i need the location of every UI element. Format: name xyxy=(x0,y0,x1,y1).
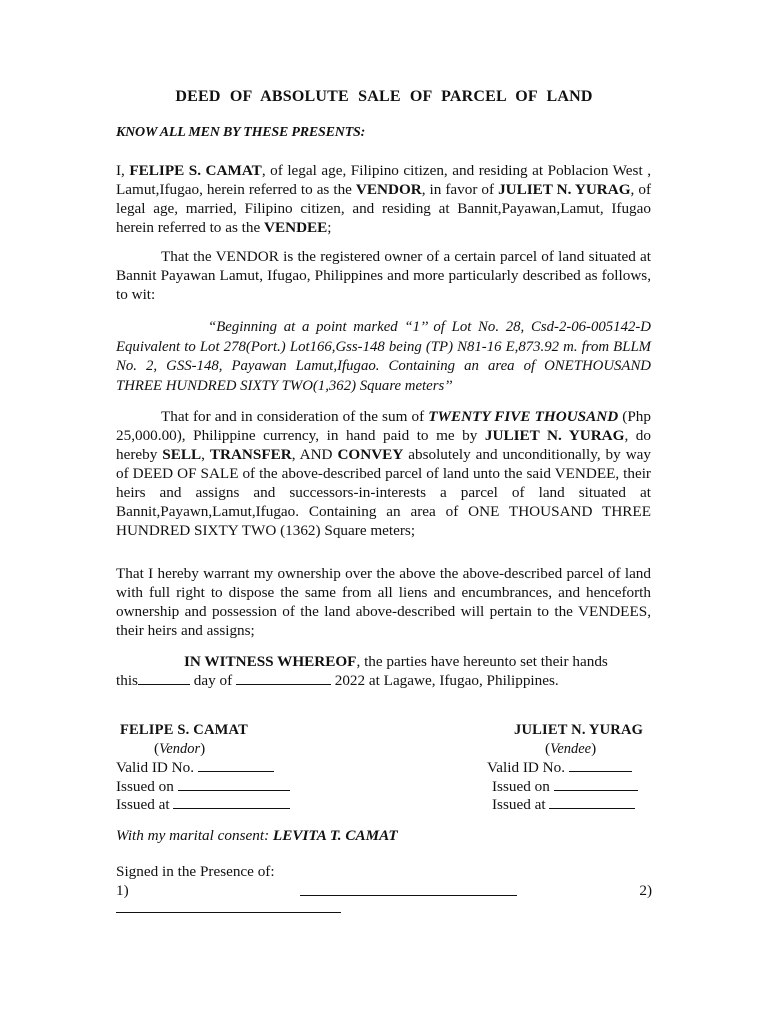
intro-text: , of legal age, married, Filipino citizen, and residing at Bannit,Payawan,Lamut, Ifugao herein referred to as the xyxy=(116,181,651,236)
intro-text: , in favor of xyxy=(421,181,499,198)
witness-clause xyxy=(116,652,651,690)
intro-text: ; xyxy=(327,219,332,236)
witness-day-of: day of xyxy=(189,672,236,689)
vendor-signature-block xyxy=(116,722,290,814)
document-title: DEED OF ABSOLUTE SALE OF PARCEL OF LAND xyxy=(175,88,593,105)
vendee-signature-block xyxy=(487,722,652,814)
vendee-label: VENDEE xyxy=(264,219,328,236)
vendee-id-blank[interactable] xyxy=(569,758,632,772)
convey-term: CONVEY xyxy=(337,446,404,463)
vendor-name: FELIPE S. CAMAT xyxy=(129,162,262,179)
warranty-paragraph: That I hereby warrant my ownership over the above the above-described parcel of land with full right to dispose the same from all liens and encumbrances, and henceforth ownership and possession of the land above-described will pertain to the VENDEES, their heirs and assigns; xyxy=(116,565,651,639)
vendee-name: JULIET N. YURAG xyxy=(498,181,631,198)
consent-name: LEVITA T. CAMAT xyxy=(272,827,398,844)
consideration-text: , xyxy=(201,446,210,463)
know-all-heading: KNOW ALL MEN BY THESE PRESENTS: xyxy=(116,125,366,140)
vendor-label: VENDOR xyxy=(355,181,422,198)
consideration-text: , do hereby xyxy=(116,427,651,463)
witness-year-place: 2022 at Lagawe, Ifugao, Philippines. xyxy=(330,672,559,689)
intro-text: , of legal age, Filipino citizen, and residing at Poblacion West , Lamut,Ifugao, herein referred to as the xyxy=(116,162,651,198)
vendee-valid-id: Valid ID No. xyxy=(487,758,652,777)
vendor-signature-name: FELIPE S. CAMAT xyxy=(120,722,249,738)
witness-text: , the parties have hereunto set their hands xyxy=(356,653,608,670)
vendor-issued-on: Issued on xyxy=(116,777,290,796)
vendee-signature-name: JULIET N. YURAG xyxy=(514,722,644,738)
intro-text: I, xyxy=(116,162,130,179)
vendor-issued-on-blank[interactable] xyxy=(178,777,290,791)
vendor-id-blank[interactable] xyxy=(198,758,274,772)
vendee-issued-at-blank[interactable] xyxy=(549,795,635,809)
sell-term: SELL xyxy=(162,446,202,463)
vendee-issued-on: Issued on xyxy=(487,777,652,796)
vendor-issued-at-blank[interactable] xyxy=(173,795,290,809)
witness-one-label: 1) xyxy=(116,882,129,899)
consideration-text: , AND xyxy=(291,446,338,463)
amount-in-words: TWENTY FIVE THOUSAND xyxy=(428,408,619,425)
presence-label: Signed in the Presence of: xyxy=(116,863,275,880)
witness-this: this xyxy=(116,672,138,689)
transfer-term: TRANSFER xyxy=(209,446,292,463)
vendor-role: (Vendor) xyxy=(154,739,206,757)
owner-paragraph: That the VENDOR is the registered owner of a certain parcel of land situated at Bannit Payawan Lamut, Ifugao, Philippines and more particularly described as follows, to wit: xyxy=(116,248,651,303)
vendee-issued-at: Issued at xyxy=(487,795,652,814)
consideration-text: absolutely and unconditionally, by way of DEED OF SALE of the above-described parcel of land unto the said VENDEE, their heirs and assigns and successors-in-interests a parcel of land situated at Bannit,Payawn,Lamut,Ifugao. Containing an area of ONE THOUSAND THREE HUNDRED SIXTY TWO (1362) Square meters; xyxy=(116,446,651,539)
witness-two-label: 2) xyxy=(639,882,652,899)
payer-name: JULIET N. YURAG xyxy=(484,427,625,444)
witness-two-signature-line[interactable] xyxy=(116,912,341,913)
consideration-text: That for and in consideration of the sum of xyxy=(161,408,429,425)
month-blank[interactable] xyxy=(236,671,331,685)
vendee-issued-on-blank[interactable] xyxy=(554,777,638,791)
consideration-text: (Php 25,000.00), Philippine currency, in hand paid to me by xyxy=(116,408,651,444)
witness-heading: IN WITNESS WHEREOF xyxy=(184,653,357,670)
consent-label: With my marital consent: xyxy=(116,827,273,844)
vendor-valid-id: Valid ID No. xyxy=(116,758,290,777)
intro-paragraph xyxy=(116,161,651,237)
marital-consent xyxy=(116,827,398,845)
vendee-role: (Vendee) xyxy=(545,739,597,757)
consideration-paragraph xyxy=(116,407,651,540)
land-description-quote: “Beginning at a point marked “1’’ of Lot No. 28, Csd-2-06-005142-D Equivalent to Lot 278(Port.) Lot166,Gss-148 being (TP) N81-16 E,873.92 m. from BLLM No. 2, GSS-148, Payawan Lamut,Ifugao. Containing an area of ONETHOUSAND THREE HUNDRED SIXTY TWO(1,362) Square meters’’ xyxy=(116,319,651,394)
vendor-issued-at: Issued at xyxy=(116,795,290,814)
witness-one-signature-line[interactable] xyxy=(300,895,517,896)
day-blank[interactable] xyxy=(138,671,190,685)
